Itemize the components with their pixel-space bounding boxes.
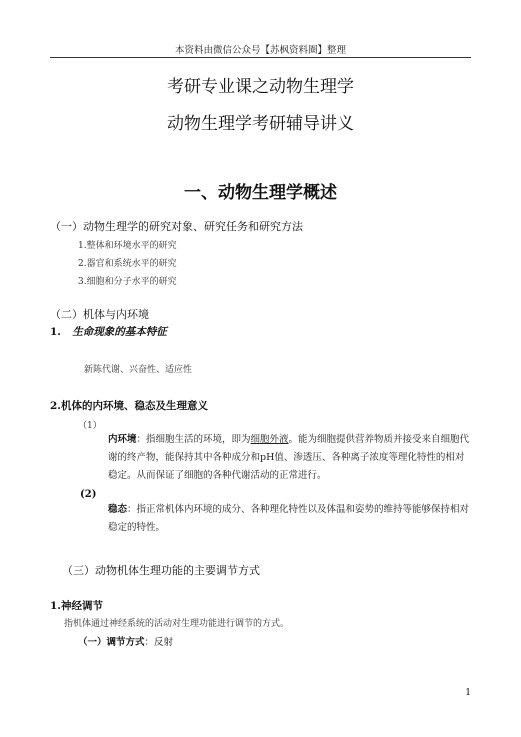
section-1-item: 1.整体和环境水平的研究: [78, 241, 177, 251]
section-2-heading: （二）机体与内环境: [50, 308, 149, 321]
method-label: （一）调节方式: [78, 637, 145, 648]
paragraph-text: 新陈代谢、兴奋性、适应性: [84, 365, 193, 375]
definition-text: 。能为细胞提供营养物质并接受来自细胞代谢的终产物，能保持其中各种成分和pH值、渗透压、各种离子浓度等理化特性的相对稳定。从而保证了细胞的各种代谢活动的正常进行。: [108, 434, 470, 481]
subsection-title: 生命现象的基本特征: [72, 326, 167, 338]
term: 稳态: [108, 504, 128, 515]
term-link: 细胞外液: [250, 434, 289, 445]
chapter-title: 一、动物生理学概述: [184, 183, 337, 203]
definition-paragraph: [108, 431, 473, 485]
subsection-heading: 1.神经调节: [50, 600, 103, 612]
section-1-heading: （一）动物生理学的研究对象、研究任务和研究方法: [50, 220, 303, 233]
section-3-heading: （三）动物机体生理功能的主要调节方式: [62, 564, 260, 577]
subsection-heading: 2.机体的内环境、稳态及生理意义: [50, 400, 208, 412]
method-line: [78, 634, 173, 648]
definition-paragraph: [108, 501, 473, 537]
header-divider: [50, 57, 471, 58]
subsection-heading: [50, 324, 167, 339]
paragraph-text: 指机体通过神经系统的活动对生理功能进行调节的方式。: [64, 619, 290, 629]
section-1-item: 2.器官和系统水平的研究: [78, 259, 177, 269]
section-1-item: 3.细胞和分子水平的研究: [78, 277, 177, 287]
definition-text: ：指正常机体内环境的成分、各种理化特性以及体温和姿势的维持等能够保持相对稳定的特性。: [108, 504, 470, 533]
method-value: ：反射: [144, 637, 174, 648]
page-number: 1: [465, 688, 471, 698]
subsection-number: 1.: [50, 326, 61, 338]
document-title: 考研专业课之动物生理学: [167, 77, 354, 97]
definition-text: ：指细胞生活的环境，即为: [136, 434, 251, 445]
list-marker: (2): [80, 489, 97, 500]
list-marker: （1）: [78, 421, 102, 431]
page-header: 本资料由微信公众号【苏枫资料圈】整理: [174, 45, 346, 56]
term: 内环境: [108, 434, 137, 445]
document-subtitle: 动物生理学考研辅导讲义: [167, 114, 354, 134]
